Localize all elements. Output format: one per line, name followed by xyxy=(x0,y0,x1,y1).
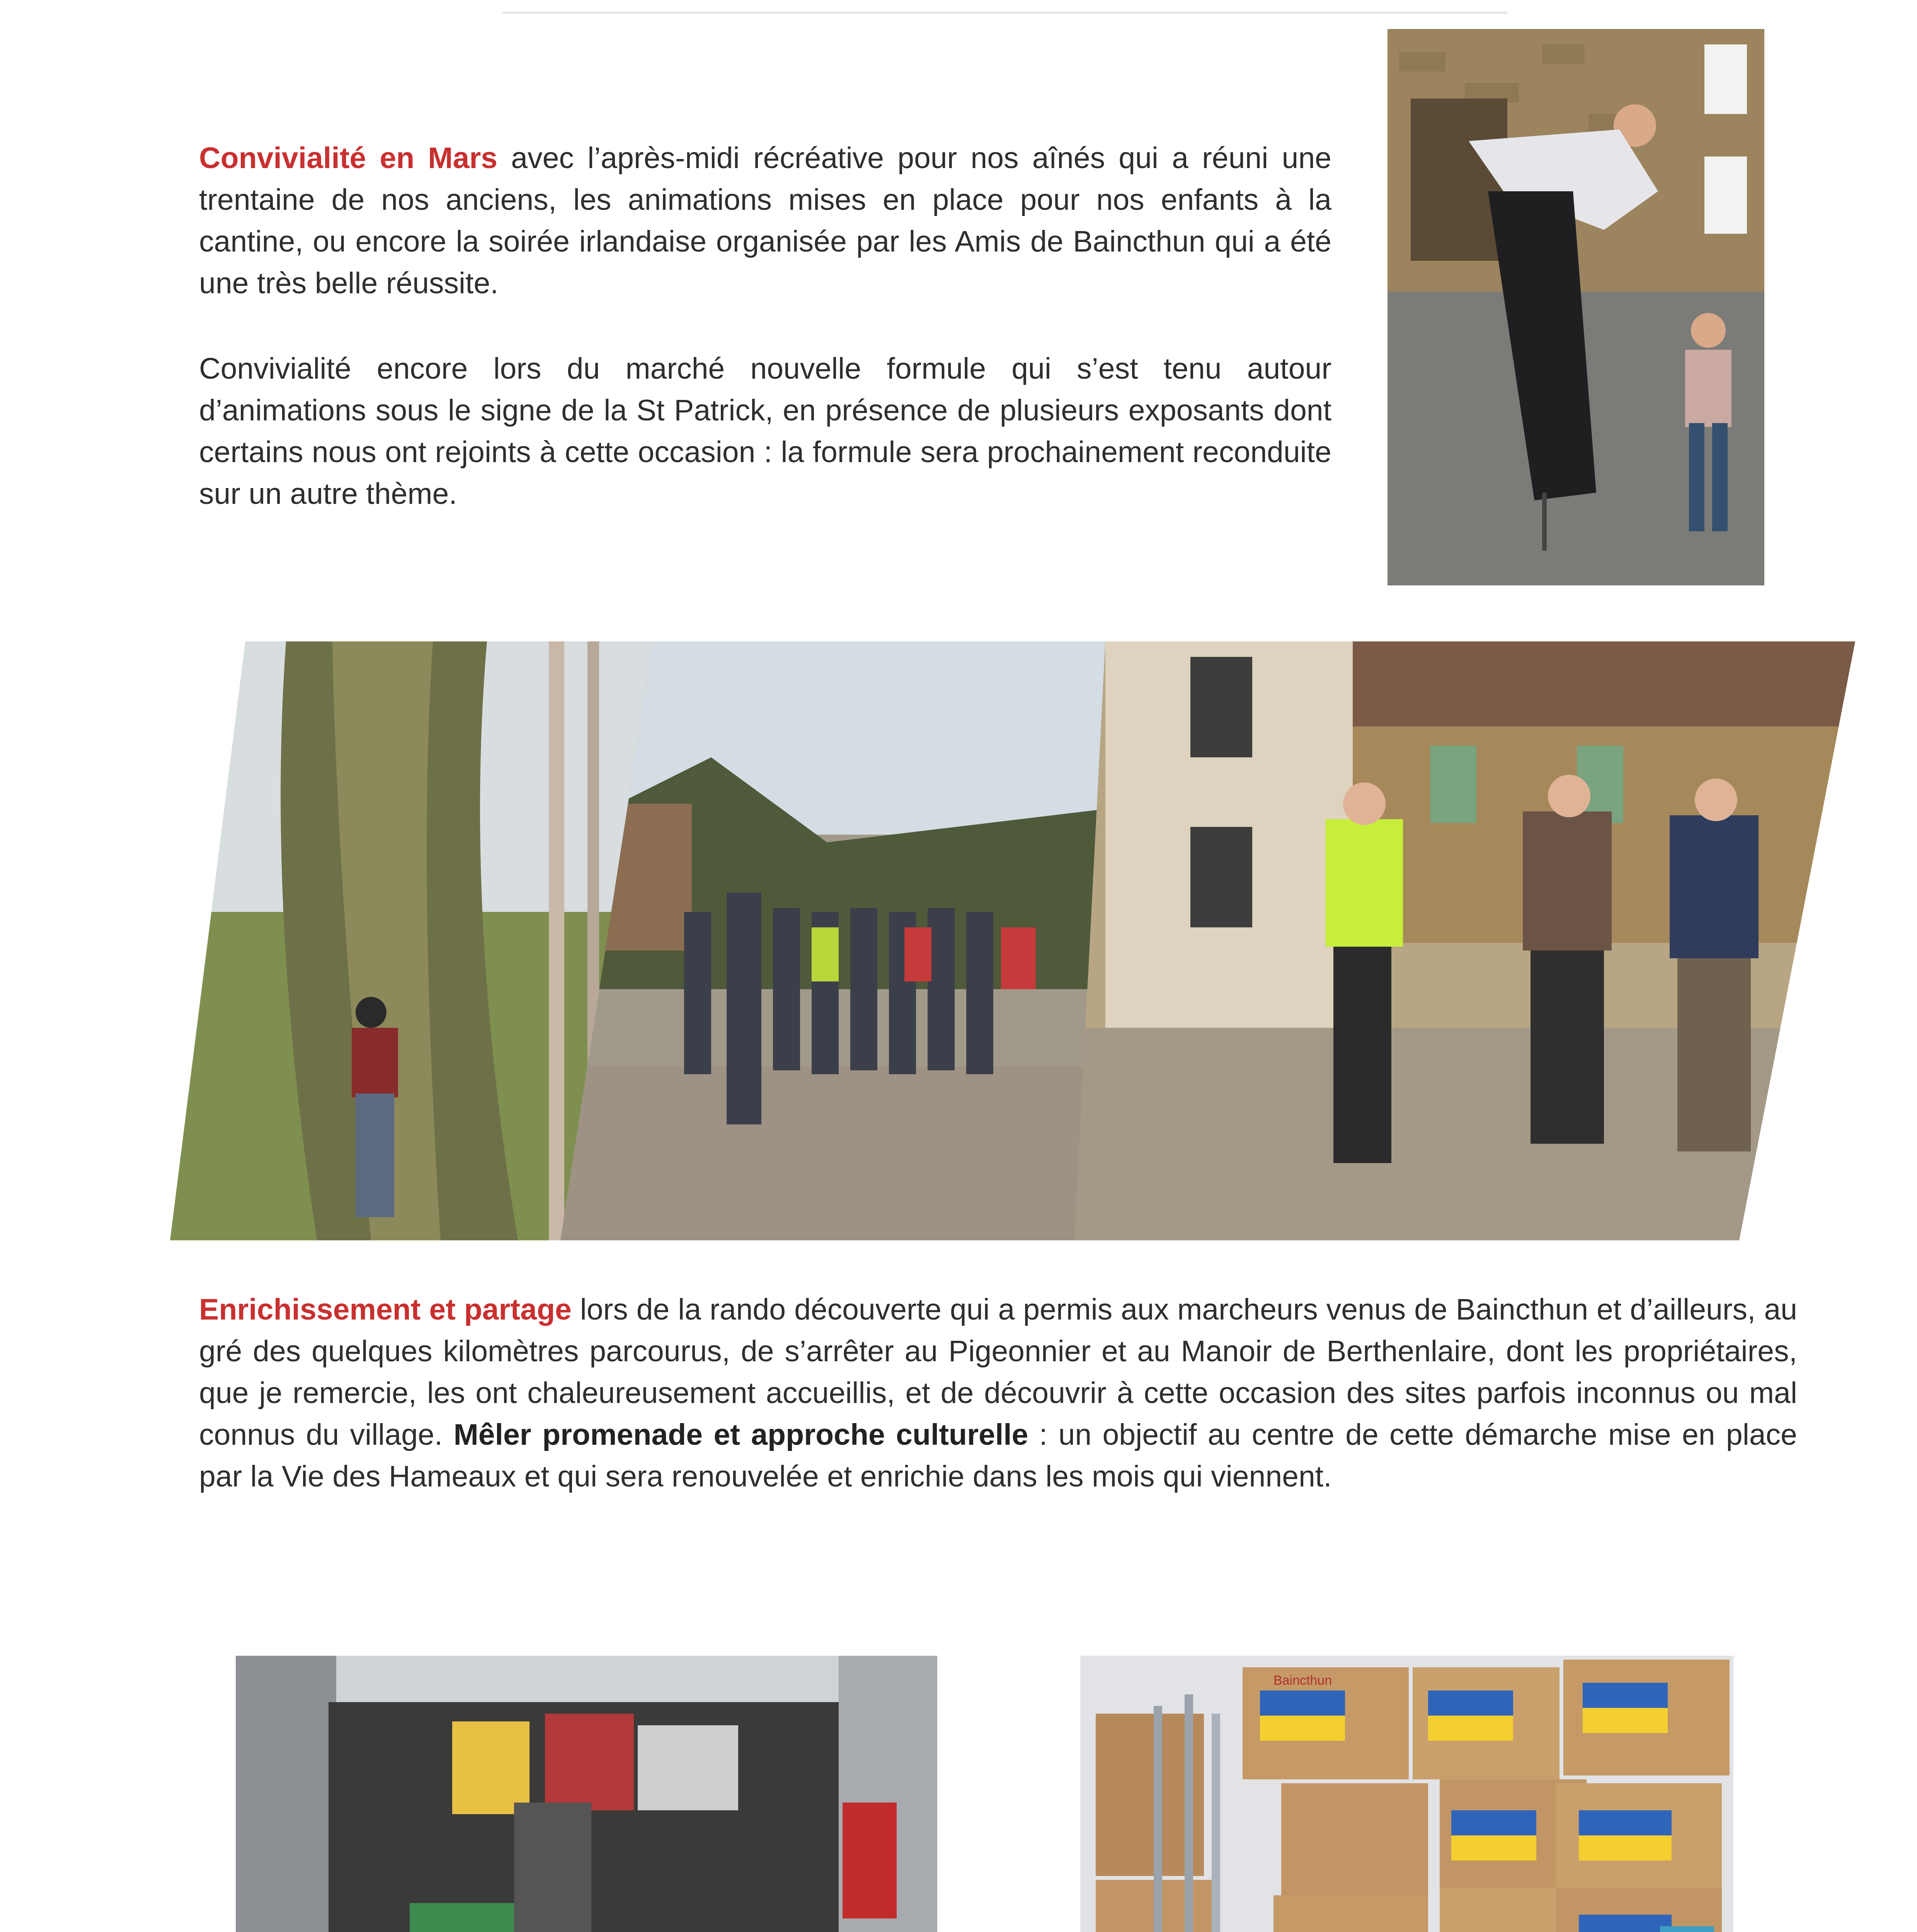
paragraph-convivialite-mars xyxy=(199,137,1331,304)
highlight-convivialite-mars: Convivialité en Mars xyxy=(199,141,498,175)
photo-stilt-walker xyxy=(1388,29,1764,585)
top-rule xyxy=(502,12,1507,14)
photo-collage-rando xyxy=(170,641,1855,1240)
highlight-enrichissement: Enrichissement et partage xyxy=(199,1293,572,1326)
paragraph-text: avec l’après-midi récréative pour nos aînés qui a réuni une trentaine de nos anciens, les animations mises en place pour nos enfants à la cantine, ou encore la soirée irlandaise organisée par les Amis de Baincthun qui a été une très belle réussite. xyxy=(199,141,1331,300)
paragraph-rando xyxy=(199,1289,1797,1497)
paragraph-text: lors de la rando découverte qui a permis aux marcheurs venus de Baincthun et d’ailleurs, au gré des quelques kilomètres parcourus, de s’arrêter au Pigeonnier et au Manoir de Berthenlaire, dont les propriétaires, que je remercie, les ont chaleureusement accueillis, et de découvrir à cette occasion des sites parfois inconnus ou mal connus du village. xyxy=(199,1293,1797,1451)
paragraph-text: Convivialité encore lors du marché nouvelle formule qui s’est tenu autour d’animations sous le signe de la St Patrick, en présence de plusieurs exposants dont certains nous ont rejoints à cette occasion : la formule sera prochainement reconduite sur un autre thème. xyxy=(199,352,1331,510)
photo-donation-boxes xyxy=(1080,1656,1733,1932)
paragraph-text: : un objectif au centre de cette démarche mise en place par la Vie des Hameaux et qui sera renouvelée et enrichie dans les mois qui viennent. xyxy=(199,1418,1797,1493)
box-label: Baincthun xyxy=(1273,1673,1332,1688)
bold-phrase: Mêler promenade et approche culturelle xyxy=(453,1418,1028,1451)
photo-van-donations xyxy=(236,1656,937,1932)
paragraph-marche xyxy=(199,348,1331,515)
